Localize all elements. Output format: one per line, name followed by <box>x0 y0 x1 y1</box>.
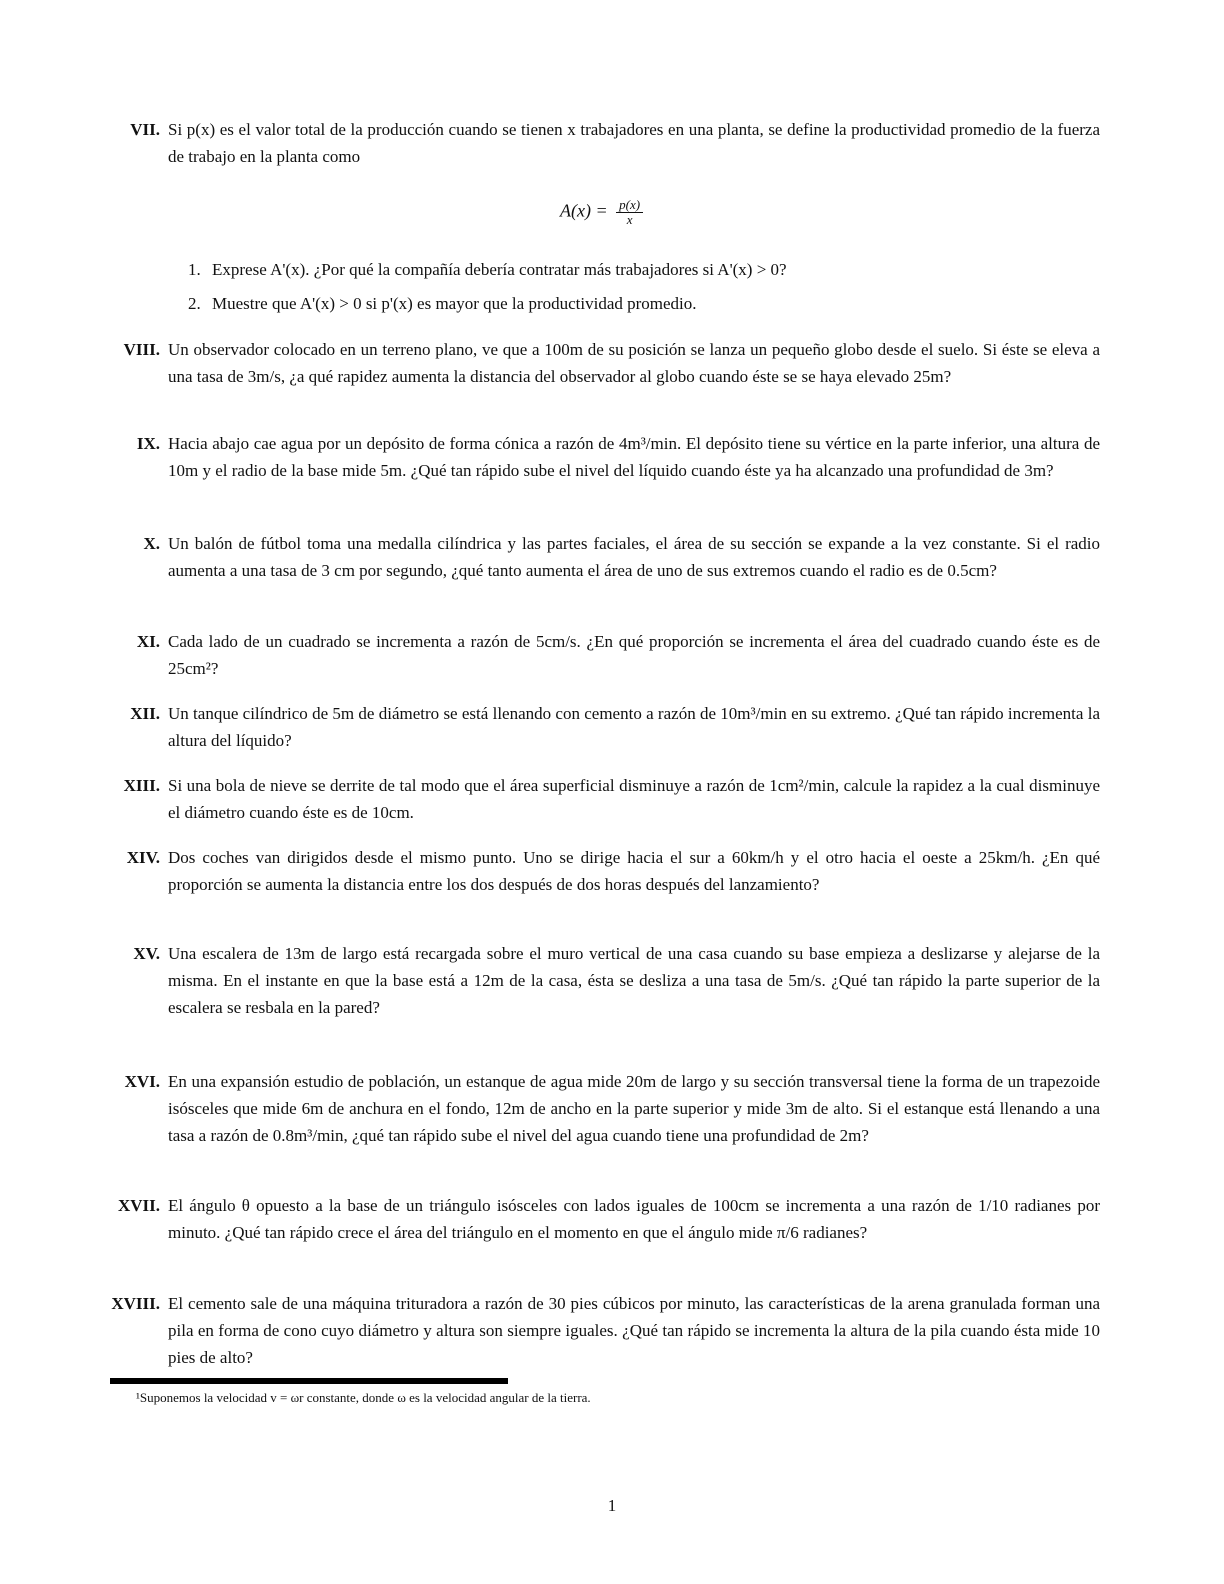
problem-number: XVII. <box>117 1196 160 1215</box>
problem-number: VIII. <box>123 340 160 359</box>
footnote: ¹Suponemos la velocidad v = ωr constante, donde ω es la velocidad angular de la tierra. <box>136 1390 591 1405</box>
problem-11 <box>100 628 1100 682</box>
problem-text: Si p(x) es el valor total de la producción cuando se tienen x trabajadores en una planta, se define la productividad promedio de la fuerza de trabajo en la planta como <box>168 120 1100 166</box>
problem-text: Un observador colocado en un terreno plano, ve que a 100m de su posición se lanza un pequeño globo desde el suelo. Si éste se eleva a una tasa de 3m/s, ¿a qué rapidez aumenta la distancia del observador al globo cuando éste se se haya elevado 25m? <box>168 340 1100 386</box>
problem-15 <box>100 940 1100 1021</box>
problem-number: IX. <box>136 434 160 453</box>
problem-13 <box>100 772 1100 826</box>
page-number: 1 <box>607 1496 617 1515</box>
problem-12 <box>100 700 1100 754</box>
formula-fraction <box>616 198 643 227</box>
problem-number: XIII. <box>123 776 160 795</box>
problem-text: Hacia abajo cae agua por un depósito de forma cónica a razón de 4m³/min. El depósito tiene su vértice en la parte inferior, una altura de 10m y el radio de la base mide 5m. ¿Qué tan rápido sube el nivel del líquido cuando éste ya ha alcanzado una profundidad de 3m? <box>168 434 1100 480</box>
problem-7 <box>100 116 1100 170</box>
problem-number: XV. <box>133 944 160 963</box>
problem-number: XI. <box>136 632 160 651</box>
formula-lhs: A(x) = <box>560 200 613 221</box>
problem-text: Cada lado de un cuadrado se incrementa a razón de 5cm/s. ¿En qué proporción se incrementa el área del cuadrado cuando éste es de 25cm²? <box>168 632 1100 678</box>
subitem-2 <box>188 290 1088 317</box>
problem-number: XVI. <box>124 1072 160 1091</box>
problem-number: VII. <box>130 120 160 139</box>
problem-17 <box>100 1192 1100 1246</box>
formula-numerator: p(x) <box>616 198 643 213</box>
subitem-1 <box>188 256 1088 283</box>
subitem-text: Exprese A'(x). ¿Por qué la compañía debería contratar más trabajadores si A'(x) > 0? <box>212 260 787 279</box>
problem-text: El cemento sale de una máquina trituradora a razón de 30 pies cúbicos por minuto, las características de la arena granulada forman una pila en forma de cono cuyo diámetro y altura son siempre iguales. ¿Qué tan rápido se incrementa la altura de la pila cuando ésta mide 10 pies de alto? <box>168 1294 1100 1367</box>
subitem-label: 2. <box>188 294 201 313</box>
formula-denominator: x <box>626 212 633 227</box>
problem-8 <box>100 336 1100 390</box>
problem-text: Dos coches van dirigidos desde el mismo punto. Uno se dirige hacia el sur a 60km/h y el otro hacia el oeste a 25km/h. ¿En qué proporción se aumenta la distancia entre los dos después de dos horas después del lanzamiento? <box>168 848 1100 894</box>
problem-number: X. <box>143 534 160 553</box>
subitem-text: Muestre que A'(x) > 0 si p'(x) es mayor que la productividad promedio. <box>212 294 697 313</box>
problem-text: En una expansión estudio de población, un estanque de agua mide 20m de largo y su sección transversal tiene la forma de un trapezoide isósceles que mide 6m de anchura en el fondo, 12m de ancho en la parte superior y mide 3m de alto. Si el estanque está llenando a una tasa a razón de 0.8m³/min, ¿qué tan rápido sube el nivel del agua cuando tiene una profundidad de 2m? <box>168 1072 1100 1145</box>
problem-number: XII. <box>130 704 160 723</box>
formula <box>560 198 643 227</box>
footnote-rule <box>110 1378 508 1384</box>
problem-text: Un tanque cilíndrico de 5m de diámetro se está llenando con cemento a razón de 10m³/min en su extremo. ¿Qué tan rápido incrementa la altura del líquido? <box>168 704 1100 750</box>
problem-text: Si una bola de nieve se derrite de tal modo que el área superficial disminuye a razón de 1cm²/min, calcule la rapidez a la cual disminuye el diámetro cuando éste es de 10cm. <box>168 776 1100 822</box>
problem-number: XIV. <box>126 848 160 867</box>
problem-9 <box>100 430 1100 484</box>
problem-16 <box>100 1068 1100 1149</box>
subitem-label: 1. <box>188 260 201 279</box>
problem-18 <box>100 1290 1100 1371</box>
problem-text: Una escalera de 13m de largo está recargada sobre el muro vertical de una casa cuando su base empieza a deslizarse y alejarse de la misma. En el instante en que la base está a 12m de la casa, ésta se desliza a una tasa de 5m/s. ¿Qué tan rápido la parte superior de la escalera se resbala en la pared? <box>168 944 1100 1017</box>
problem-text: El ángulo θ opuesto a la base de un triángulo isósceles con lados iguales de 100cm se incrementa a una razón de 1/10 radianes por minuto. ¿Qué tan rápido crece el área del triángulo en el momento en que el ángulo mide π/6 radianes? <box>168 1196 1100 1242</box>
problem-number: XVIII. <box>111 1294 160 1313</box>
problem-10 <box>100 530 1100 584</box>
problem-14 <box>100 844 1100 898</box>
problem-text: Un balón de fútbol toma una medalla cilíndrica y las partes faciales, el área de su sección se expande a la vez constante. Si el radio aumenta a una tasa de 3 cm por segundo, ¿qué tanto aumenta el área de uno de sus extremos cuando el radio es de 0.5cm? <box>168 534 1100 580</box>
